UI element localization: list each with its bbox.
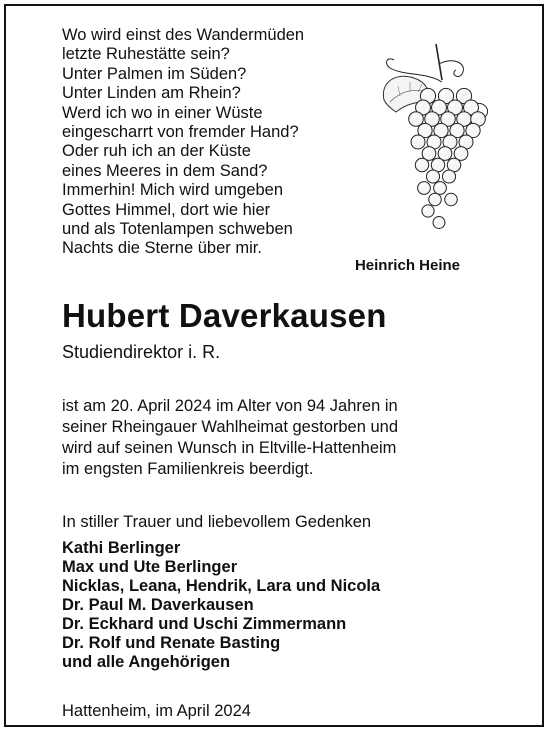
announcement-text (62, 396, 398, 480)
poem-line: Oder ruh ich an der Küste (62, 142, 251, 161)
poem-line: Unter Palmen im Süden? (62, 64, 247, 83)
poem-line: Immerhin! Mich wird umgeben (62, 181, 283, 200)
poem (62, 26, 304, 259)
poem-line: Nachts die Sterne über mir. (62, 239, 262, 258)
mourner-name: Dr. Eckhard und Uschi Zimmermann (62, 615, 347, 633)
poem-line: eingescharrt von fremder Hand? (62, 123, 299, 142)
poem-line: eines Meeres in dem Sand? (62, 161, 268, 180)
deceased-title: Studiendirektor i. R. (62, 342, 221, 362)
mourner-list (62, 539, 380, 672)
deceased-name: Hubert Daverkausen (62, 297, 387, 334)
poem-line: Unter Linden am Rhein? (62, 84, 241, 103)
mourner-name: Kathi Berlinger (62, 539, 181, 557)
poem-author: Heinrich Heine (354, 257, 460, 274)
mourner-name: Dr. Paul M. Daverkausen (62, 596, 254, 614)
obituary-card (4, 4, 544, 727)
poem-line: Gottes Himmel, dort wie hier (62, 200, 271, 219)
mourning-intro: In stiller Trauer und liebevollem Gedenken (62, 513, 372, 531)
grapes-icon (376, 42, 496, 234)
announcement-line: im engsten Familienkreis beerdigt. (62, 460, 314, 478)
place-date: Hattenheim, im April 2024 (62, 702, 251, 720)
poem-line: letzte Ruhestätte sein? (62, 45, 230, 64)
mourner-name: Nicklas, Leana, Hendrik, Lara und Nicola (62, 577, 381, 595)
mourner-name: und alle Angehörigen (62, 653, 231, 671)
poem-line: Werd ich wo in einer Wüste (62, 103, 263, 122)
announcement-line: wird auf seinen Wunsch in Eltville-Hattenheim (62, 439, 397, 457)
poem-line: Wo wird einst des Wandermüden (62, 26, 305, 44)
announcement-line: seiner Rheingauer Wahlheimat gestorben und (62, 418, 399, 436)
mourner-name: Dr. Rolf und Renate Basting (62, 634, 281, 652)
mourner-name: Max und Ute Berlinger (62, 558, 238, 576)
announcement-line: ist am 20. April 2024 im Alter von 94 Jahren in (62, 397, 398, 415)
poem-line: und als Totenlampen schweben (62, 220, 293, 239)
